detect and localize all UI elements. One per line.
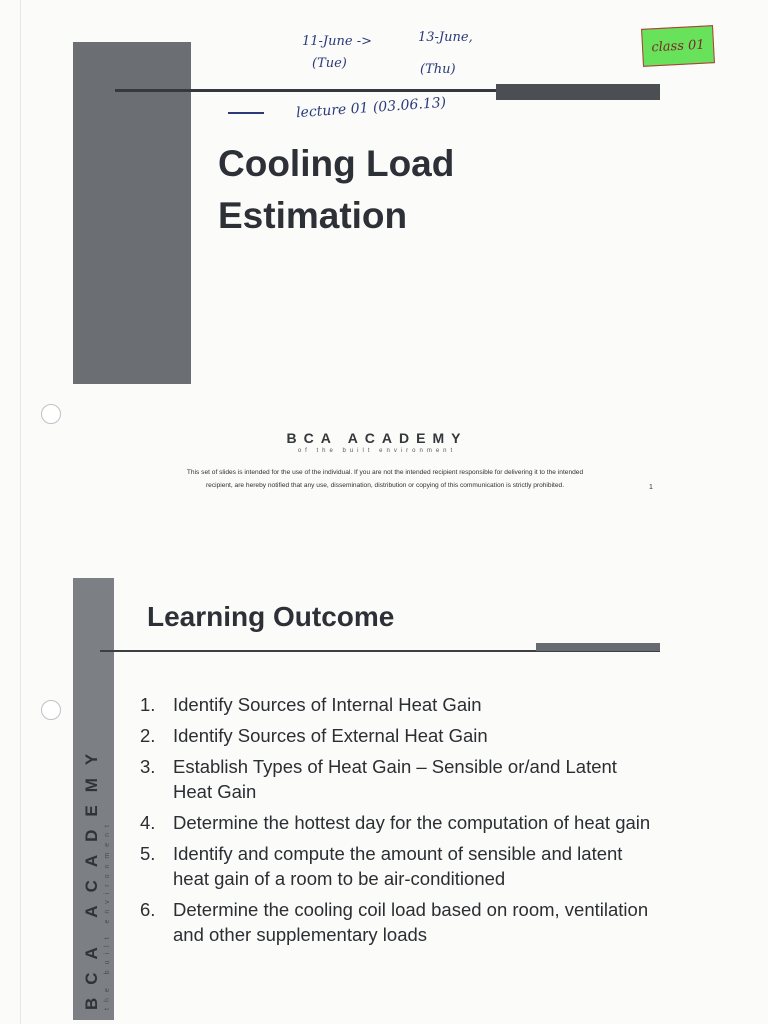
slide2-rule-accent bbox=[536, 643, 660, 651]
outcome-number: 2. bbox=[140, 725, 156, 746]
outcome-text: Determine the cooling coil load based on room, ventilation and other supplementary loads bbox=[173, 899, 649, 945]
disclaimer-line-2: recipient, are hereby notified that any use, dissemination, distribution or copying of this communication is strictly prohibited. bbox=[205, 482, 565, 489]
bca-logo-subtitle: of the built environment bbox=[297, 448, 457, 454]
learning-outcomes-list bbox=[140, 692, 660, 953]
page-number: 1 bbox=[649, 484, 653, 491]
slide1-sidebar bbox=[73, 42, 191, 384]
outcome-number: 1. bbox=[140, 694, 156, 715]
handwritten-day-start: (Tue) bbox=[312, 56, 347, 71]
punch-hole-2 bbox=[41, 700, 61, 720]
handwritten-date-start: 11-June -> bbox=[302, 34, 373, 49]
bca-logo: BCA ACADEMY bbox=[286, 430, 468, 446]
outcome-number: 4. bbox=[140, 812, 156, 833]
outcome-text: Establish Types of Heat Gain – Sensible or/and Latent Heat Gain bbox=[173, 756, 617, 802]
outcome-number: 6. bbox=[140, 899, 156, 920]
handwritten-date-end: 13-June, bbox=[418, 30, 473, 45]
punch-hole-1 bbox=[41, 404, 61, 424]
sticky-note: class 01 bbox=[641, 25, 715, 67]
disclaimer bbox=[150, 466, 620, 492]
handwritten-dash bbox=[228, 112, 264, 114]
slide1-title bbox=[218, 138, 638, 242]
outcome-item bbox=[140, 754, 660, 804]
vertical-logo bbox=[82, 741, 111, 1010]
outcome-item bbox=[140, 897, 660, 947]
outcome-text: Determine the hottest day for the computation of heat gain bbox=[173, 812, 651, 833]
title-line-2: Estimation bbox=[218, 195, 408, 236]
handwritten-lecture: lecture 01 (03.06.13) bbox=[295, 94, 447, 122]
outcome-text: Identify Sources of Internal Heat Gain bbox=[173, 694, 482, 715]
handwritten-day-end: (Thu) bbox=[420, 62, 456, 77]
outcome-item bbox=[140, 841, 660, 891]
outcome-item bbox=[140, 692, 660, 717]
page-edge bbox=[20, 0, 21, 1024]
outcome-item bbox=[140, 810, 660, 835]
title-line-1: Cooling Load bbox=[218, 143, 455, 184]
outcome-text: Identify Sources of External Heat Gain bbox=[173, 725, 488, 746]
slide1-rule-accent bbox=[496, 84, 660, 100]
slide2-title: Learning Outcome bbox=[147, 601, 395, 632]
outcome-item bbox=[140, 723, 660, 748]
disclaimer-line-1: This set of slides is intended for the use of the individual. If you are not the intended recipient responsible for delivering it to the intended bbox=[186, 469, 584, 476]
outcome-text: Identify and compute the amount of sensible and latent heat gain of a room to be air-conditioned bbox=[173, 843, 623, 889]
vertical-logo-text: BCA ACADEMY bbox=[82, 740, 101, 1010]
outcome-number: 3. bbox=[140, 756, 156, 777]
outcome-number: 5. bbox=[140, 843, 156, 864]
vertical-logo-subtitle: the built environment bbox=[104, 819, 111, 1010]
